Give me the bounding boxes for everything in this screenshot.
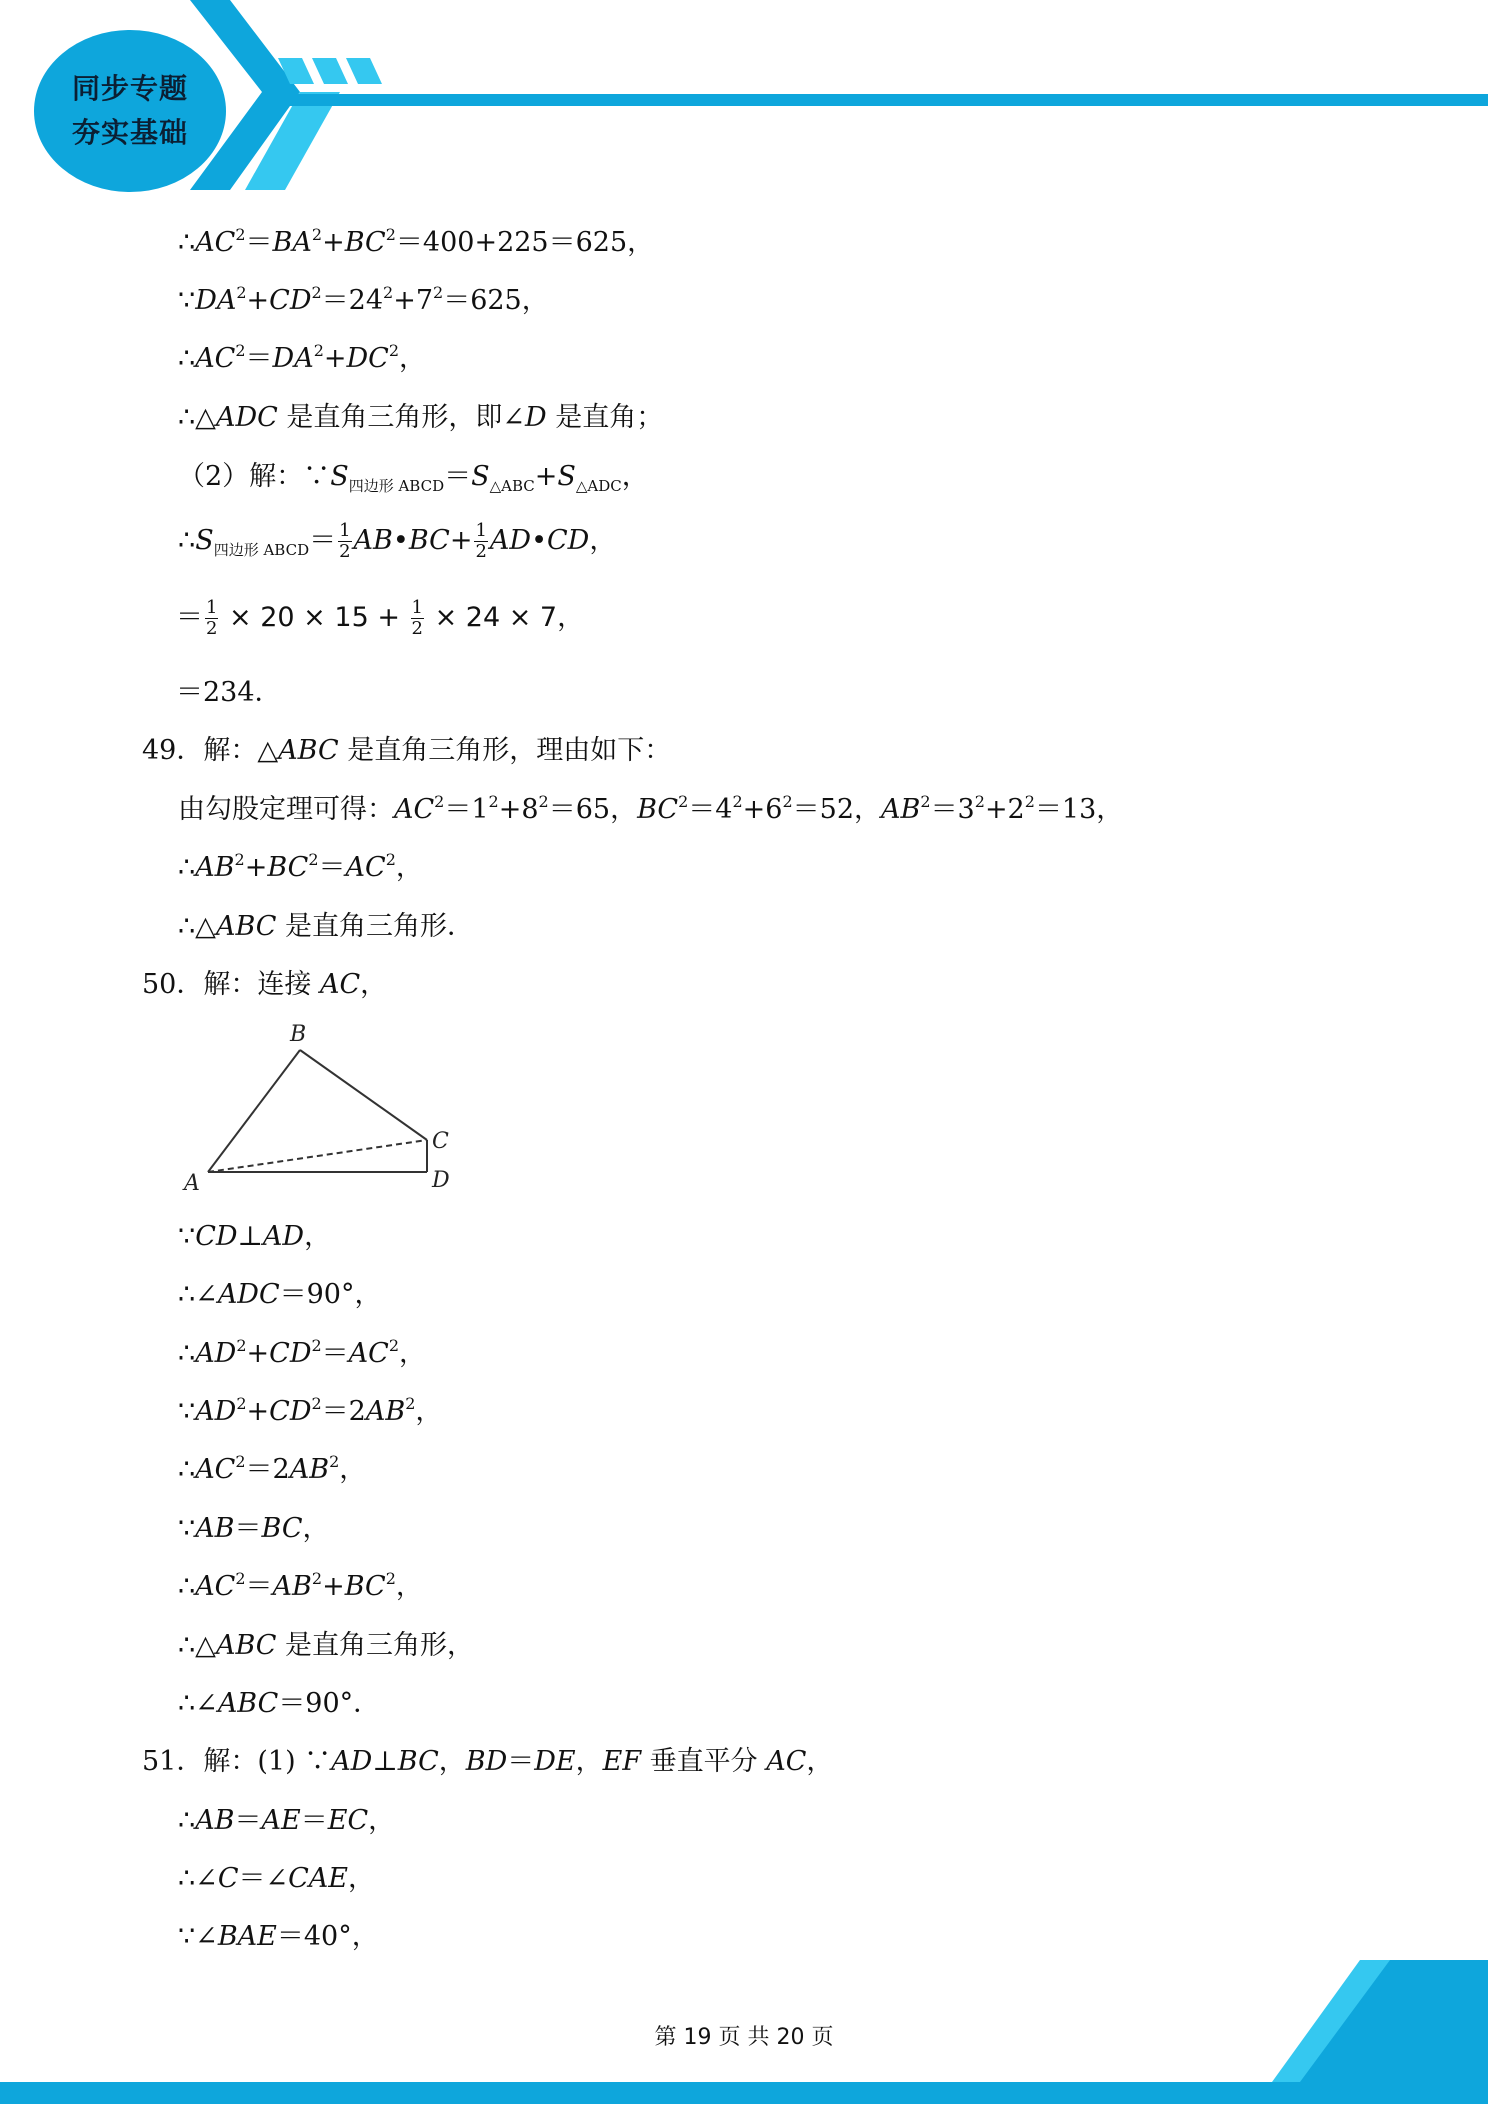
line-9: 49．解：△ABC 是直角三角形，理由如下： — [142, 735, 672, 766]
line-14: ∵CD⊥AD， — [178, 1221, 332, 1252]
line-4: ∴△ADC 是直角三角形，即∠D 是直角； — [178, 402, 664, 433]
badge-line-2: 夯实基础 — [71, 116, 188, 149]
line-12: ∴△ABC 是直角三角形． — [178, 911, 475, 942]
line-7: ＝ $\frac{1}{2}$ × 20 × 15 + $\frac{1}{2}$ × 24 × 7， — [176, 597, 585, 639]
line-8: ＝234． — [176, 677, 282, 708]
line-5: （2）解：$\because S_{四边形 ABCD}=S_{\triangle ABC}+S_{\triangle ADC}$， — [178, 461, 649, 495]
line-18: $\therefore AC^2=2AB^2$， — [178, 1452, 367, 1485]
segment-ab — [208, 1050, 300, 1172]
line-2: $\because DA^2+CD^2=24^2+7^2=625$， — [178, 283, 549, 316]
footer-decoration — [0, 1960, 1488, 2104]
fraction-half: $\frac{1}{2}$ — [411, 597, 423, 639]
page-number: 第 19 页 共 20 页 — [654, 2025, 834, 2050]
line-11: $\therefore AB^2+BC^2=AC^2$， — [178, 850, 423, 883]
line-17: $\because AD^2+CD^2=2AB^2$， — [178, 1394, 443, 1427]
line-21: ∴△ABC 是直角三角形， — [178, 1630, 475, 1661]
line-3: $\therefore AC^2=DA^2+DC^2$， — [178, 341, 427, 374]
line-22: ∴∠ABC＝90°． — [178, 1688, 381, 1719]
label-c: C — [432, 1129, 449, 1154]
label-a: A — [184, 1171, 200, 1196]
line-10: 由勾股定理可得：$AC^2=1^2+8^2=65$，$BC^2=4^2+6^2=52$，$AB^2=3^2+2^2=13$， — [178, 792, 1124, 825]
badge-line-1: 同步专题 — [71, 72, 188, 105]
line-20: $\therefore AC^2=AB^2+BC^2$， — [178, 1569, 423, 1602]
fraction-half: $\frac{1}{2}$ — [206, 597, 218, 639]
dashed-segment-ac — [208, 1140, 427, 1172]
line-24: ∴AB＝AE＝EC， — [178, 1805, 396, 1836]
line-16: $\therefore AD^2+CD^2=AC^2$， — [178, 1336, 427, 1369]
segment-bc — [300, 1050, 427, 1140]
line-25: ∴∠C＝∠CAE， — [178, 1863, 375, 1894]
label-d: D — [432, 1168, 450, 1193]
fraction-half: $\frac{1}{2}$ — [339, 520, 351, 562]
line-1: $\therefore AC^2=BA^2+BC^2=400+225=625$， — [178, 225, 655, 258]
quadrilateral-figure — [170, 1015, 470, 1200]
line-26: ∵∠BAE＝40°， — [178, 1921, 379, 1952]
label-b: B — [290, 1022, 307, 1047]
line-23: 51．解：(1) ∵AD⊥BC，BD＝DE，EF 垂直平分 AC， — [142, 1746, 834, 1777]
line-15: ∴∠ADC＝90°， — [178, 1279, 382, 1310]
page-header — [0, 0, 1488, 200]
line-6: $\therefore S_{四边形 ABCD}=$ $\frac{1}{2}$ AB•BC+ $\frac{1}{2}$ AD•CD， — [178, 520, 617, 562]
fraction-half: $\frac{1}{2}$ — [475, 520, 487, 562]
line-13: 50．解：连接 AC， — [142, 969, 388, 1000]
line-19: ∵AB＝BC， — [178, 1513, 330, 1544]
header-badge — [34, 30, 226, 192]
